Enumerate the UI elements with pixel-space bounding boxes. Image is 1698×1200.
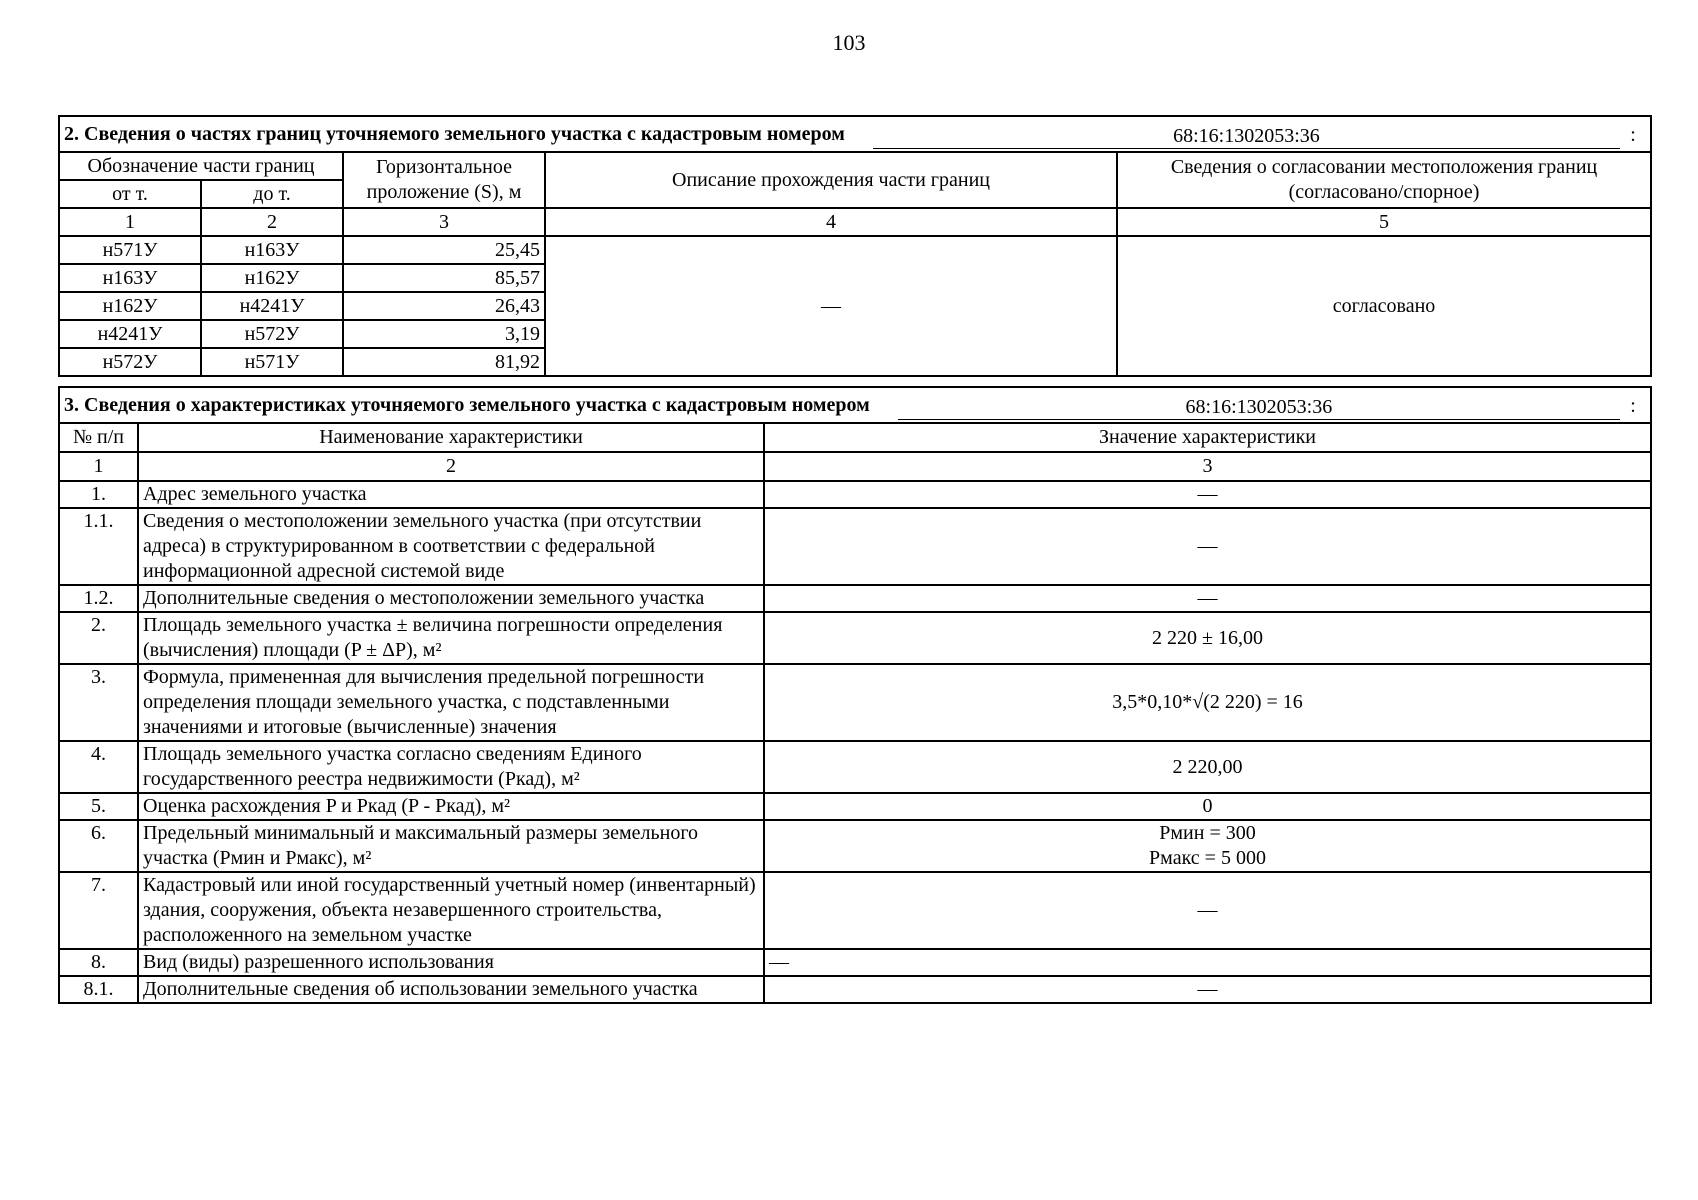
row-number: 3. <box>59 664 138 741</box>
row-number: 1.2. <box>59 585 138 612</box>
header-agreement: Сведения о согласовании местоположения границ (согласовано/спорное) <box>1117 152 1651 208</box>
characteristic-value: — <box>764 949 1651 976</box>
horizontal-length: 81,92 <box>343 348 545 376</box>
table-row <box>59 481 1651 508</box>
characteristic-name: Площадь земельного участка ± величина погрешности определения (вычисления) площади (P ± ΔP), м² <box>138 612 764 664</box>
row-number: 1. <box>59 481 138 508</box>
characteristic-name: Сведения о местоположении земельного участка (при отсутствии адреса) в структурированном в соответствии с федеральной информационной адресной системой виде <box>138 508 764 585</box>
point-to: н571У <box>201 348 343 376</box>
header-description: Описание прохождения части границ <box>545 152 1117 208</box>
row-number: 1.1. <box>59 508 138 585</box>
characteristic-value: 0 <box>764 793 1651 820</box>
characteristic-name: Кадастровый или иной государственный учетный номер (инвентарный) здания, сооружения, объекта незавершенного строительства, расположенного на земельном участке <box>138 872 764 949</box>
characteristic-value: 3,5*0,10*√(2 220) = 16 <box>764 664 1651 741</box>
col-number: 4 <box>545 208 1117 236</box>
section2-column-numbers <box>59 208 1651 236</box>
characteristic-name: Площадь земельного участка согласно сведениям Единого государственного реестра недвижимости (Ркад), м² <box>138 741 764 793</box>
characteristic-name: Дополнительные сведения об использовании земельного участка <box>138 976 764 1003</box>
row-number: 6. <box>59 820 138 872</box>
row-number: 7. <box>59 872 138 949</box>
point-to: н4241У <box>201 292 343 320</box>
row-number: 8.1. <box>59 976 138 1003</box>
horizontal-length: 26,43 <box>343 292 545 320</box>
table-row <box>59 664 1651 741</box>
section2-header-row <box>59 152 1651 180</box>
boundary-parts-table <box>58 115 1652 377</box>
table-row <box>59 820 1651 872</box>
point-to: н572У <box>201 320 343 348</box>
col-number: 1 <box>59 452 138 481</box>
characteristic-name: Предельный минимальный и максимальный размеры земельного участка (Рмин и Рмакс), м² <box>138 820 764 872</box>
point-to: н163У <box>201 236 343 264</box>
table-row <box>59 872 1651 949</box>
characteristic-name: Оценка расхождения P и Ркад (P - Ркад), м² <box>138 793 764 820</box>
characteristic-value: 2 220 ± 16,00 <box>764 612 1651 664</box>
col-number: 1 <box>59 208 201 236</box>
table-row <box>59 508 1651 585</box>
table-row <box>59 236 1651 264</box>
characteristic-value <box>764 820 1651 872</box>
point-from: н4241У <box>59 320 201 348</box>
table-row <box>59 793 1651 820</box>
section3-cadastral-number: 68:16:1302053:36 <box>898 395 1620 420</box>
table-row <box>59 612 1651 664</box>
section2-title: 2. Сведения о частях границ уточняемого земельного участка с кадастровым номером <box>64 122 845 145</box>
page-number: 103 <box>832 30 866 55</box>
header-from: от т. <box>59 180 201 208</box>
section3-column-numbers <box>59 452 1651 481</box>
row-number: 4. <box>59 741 138 793</box>
characteristic-name: Адрес земельного участка <box>138 481 764 508</box>
table-row <box>59 976 1651 1003</box>
section3-header-row <box>59 423 1651 452</box>
agreement-value: согласовано <box>1117 236 1651 376</box>
header-value: Значение характеристики <box>764 423 1651 452</box>
section2-cadastral-number: 68:16:1302053:36 <box>873 124 1620 149</box>
description-value: — <box>545 236 1117 376</box>
col-number: 3 <box>343 208 545 236</box>
col-number: 3 <box>764 452 1651 481</box>
row-number: 8. <box>59 949 138 976</box>
point-from: н572У <box>59 348 201 376</box>
min-size: Рмин = 300 <box>1159 822 1256 844</box>
row-number: 2. <box>59 612 138 664</box>
max-size: Рмакс = 5 000 <box>1149 847 1266 869</box>
characteristic-value: 2 220,00 <box>764 741 1651 793</box>
section3-title-row: 3. Сведения о характеристиках уточняемого земельного участка с кадастровым номером 68:16:1302053:36 : <box>59 387 1651 423</box>
characteristic-name: Вид (виды) разрешенного использования <box>138 949 764 976</box>
header-name: Наименование характеристики <box>138 423 764 452</box>
table-row <box>59 741 1651 793</box>
horizontal-length: 3,19 <box>343 320 545 348</box>
point-from: н571У <box>59 236 201 264</box>
col-number: 5 <box>1117 208 1651 236</box>
table-row <box>59 949 1651 976</box>
table-row <box>59 585 1651 612</box>
col-number: 2 <box>138 452 764 481</box>
characteristic-value: — <box>764 481 1651 508</box>
header-num: № п/п <box>59 423 138 452</box>
horizontal-length: 25,45 <box>343 236 545 264</box>
point-to: н162У <box>201 264 343 292</box>
header-horizontal: Горизонтальное проложение (S), м <box>343 152 545 208</box>
header-to: до т. <box>201 180 343 208</box>
characteristic-value: — <box>764 585 1651 612</box>
section3-title: 3. Сведения о характеристиках уточняемого земельного участка с кадастровым номером <box>64 393 870 416</box>
horizontal-length: 85,57 <box>343 264 545 292</box>
characteristic-name: Дополнительные сведения о местоположении земельного участка <box>138 585 764 612</box>
point-from: н163У <box>59 264 201 292</box>
characteristic-value: — <box>764 872 1651 949</box>
point-from: н162У <box>59 292 201 320</box>
section2-title-row: 2. Сведения о частях границ уточняемого земельного участка с кадастровым номером 68:16:1302053:36 : <box>59 116 1651 152</box>
row-number: 5. <box>59 793 138 820</box>
characteristic-value: — <box>764 976 1651 1003</box>
characteristics-table <box>58 386 1652 1004</box>
characteristic-name: Формула, примененная для вычисления предельной погрешности определения площади земельного участка, с подставленными значениями и итоговые (вычисленные) значения <box>138 664 764 741</box>
header-part-designation: Обозначение части границ <box>59 152 343 180</box>
characteristic-value: — <box>764 508 1651 585</box>
col-number: 2 <box>201 208 343 236</box>
